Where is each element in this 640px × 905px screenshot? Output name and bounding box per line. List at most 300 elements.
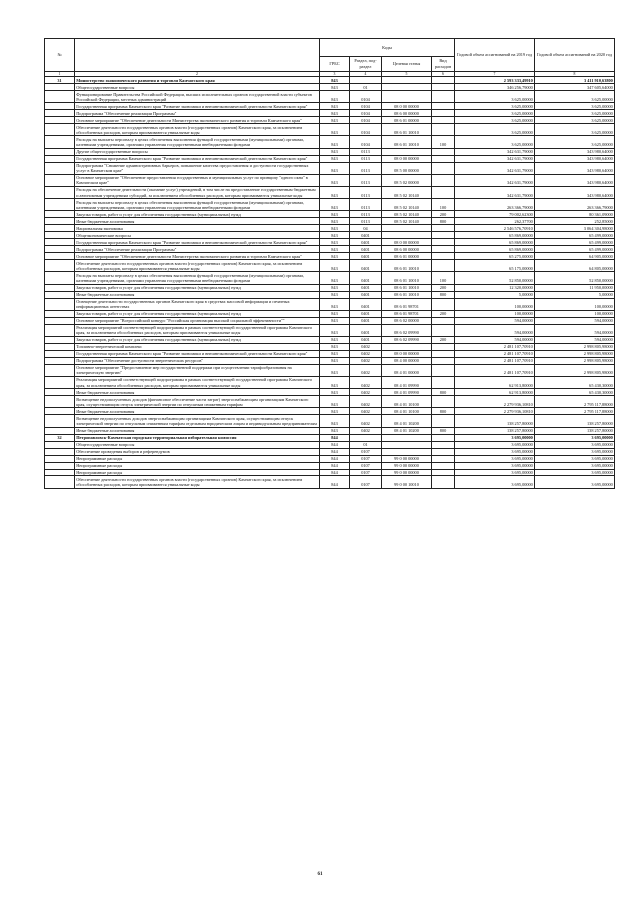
page-number: 61 xyxy=(317,872,323,877)
amount-2020-cell: 2 998 805,98000 xyxy=(535,357,615,364)
row-number-cell xyxy=(45,225,75,232)
section-cell: 01 xyxy=(350,441,382,448)
amount-2020-cell: 3 695,00000 xyxy=(535,441,615,448)
section-cell: 0401 xyxy=(350,310,382,317)
expense-type-cell xyxy=(432,103,455,110)
expense-type-cell: 200 xyxy=(432,284,455,291)
section-cell xyxy=(350,77,382,84)
table-row xyxy=(45,462,615,469)
expense-type-cell xyxy=(432,455,455,462)
section-cell: 0104 xyxy=(350,91,382,103)
target-article-cell: 08 5 02 10140 xyxy=(382,218,432,225)
header-section: Раздел, под-раздел xyxy=(350,56,382,71)
row-number-cell xyxy=(45,310,75,317)
expense-type-cell: 200 xyxy=(432,211,455,218)
amount-2020-cell: 3 695,00000 xyxy=(535,455,615,462)
grbs-cell: 843 xyxy=(320,317,350,324)
table-row xyxy=(45,284,615,291)
amount-2019-cell: 2 481 107,70910 xyxy=(455,364,535,376)
expense-type-cell xyxy=(432,239,455,246)
amount-2019-cell: 3 625,00000 xyxy=(455,103,535,110)
row-name-cell: Реализация мероприятий соответствующей подпрограммы в рамках соответствующей государственной программы Камчатского края, за исключением обособленных расходов, которым присваиваются уникальные коды xyxy=(75,324,320,336)
amount-2020-cell: 3 625,00000 xyxy=(535,103,615,110)
section-cell: 0402 xyxy=(350,389,382,396)
target-article-cell: 08 5 00 00000 xyxy=(382,162,432,174)
amount-2019-cell: 2 481 107,70910 xyxy=(455,350,535,357)
target-article-cell: 08 5 02 10140 xyxy=(382,186,432,198)
grbs-cell: 844 xyxy=(320,441,350,448)
row-name-cell: Закупка товаров, работ и услуг для обеспечения государственных (муниципальных) нужд xyxy=(75,284,320,291)
section-cell: 0401 xyxy=(350,239,382,246)
row-number-cell xyxy=(45,462,75,469)
expense-type-cell xyxy=(432,77,455,84)
section-cell: 0402 xyxy=(350,364,382,376)
section-cell: 0113 xyxy=(350,186,382,198)
table-row xyxy=(45,110,615,117)
target-article-cell: 08 0 00 00000 xyxy=(382,239,432,246)
row-number-cell xyxy=(45,408,75,415)
amount-2019-cell: 2 279 936,10810 xyxy=(455,396,535,408)
grbs-cell: 843 xyxy=(320,408,350,415)
row-number-cell xyxy=(45,350,75,357)
table-row xyxy=(45,148,615,155)
amount-2019-cell: 65 275,00000 xyxy=(455,253,535,260)
row-name-cell: Петропавловск-Камчатская городская территориальная избирательная комиссия xyxy=(75,434,320,441)
table-row xyxy=(45,225,615,232)
section-cell: 0401 xyxy=(350,291,382,298)
target-article-cell: 08 6 01 10010 xyxy=(382,291,432,298)
section-cell: 0113 xyxy=(350,148,382,155)
target-article-cell: 08 6 00 00000 xyxy=(382,110,432,117)
amount-2019-cell: 3 695,00000 xyxy=(455,441,535,448)
amount-2020-cell: 3 625,00000 xyxy=(535,91,615,103)
expense-type-cell xyxy=(432,91,455,103)
row-number-cell xyxy=(45,91,75,103)
grbs-cell: 843 xyxy=(320,117,350,124)
target-article-cell: 99 0 00 00000 xyxy=(382,455,432,462)
amount-2020-cell: 65 499,00000 xyxy=(535,232,615,239)
table-row xyxy=(45,272,615,284)
expense-type-cell xyxy=(432,469,455,476)
header-vr: Вид расходов xyxy=(432,56,455,71)
grbs-cell: 843 xyxy=(320,136,350,148)
expense-type-cell: 800 xyxy=(432,389,455,396)
target-article-cell: 08 4 01 10200 xyxy=(382,427,432,434)
row-name-cell: Основное мероприятие "Предоставление мер государственной поддержки при осуществлении тарифообразования на электрическую энергию" xyxy=(75,364,320,376)
table-row xyxy=(45,174,615,186)
grbs-cell: 844 xyxy=(320,476,350,488)
target-article-cell: 08 6 01 10010 xyxy=(382,124,432,136)
target-article-cell: 08 5 02 10140 xyxy=(382,211,432,218)
expense-type-cell xyxy=(432,110,455,117)
amount-2020-cell: 594,00000 xyxy=(535,336,615,343)
amount-2019-cell: 65 175,00000 xyxy=(455,260,535,272)
table-row xyxy=(45,124,615,136)
grbs-cell: 843 xyxy=(320,396,350,408)
expense-type-cell: 100 xyxy=(432,272,455,284)
amount-2020-cell: 594,00000 xyxy=(535,324,615,336)
expense-type-cell xyxy=(432,162,455,174)
table-row xyxy=(45,91,615,103)
row-number-cell xyxy=(45,155,75,162)
table-row xyxy=(45,218,615,225)
table-row xyxy=(45,455,615,462)
target-article-cell: 08 4 01 10200 xyxy=(382,415,432,427)
expense-type-cell xyxy=(432,434,455,441)
target-article-cell xyxy=(382,225,432,232)
amount-2019-cell: 65 869,00000 xyxy=(455,232,535,239)
amount-2020-cell: 252,85000 xyxy=(535,218,615,225)
grbs-cell: 843 xyxy=(320,260,350,272)
table-row xyxy=(45,476,615,488)
table-row xyxy=(45,291,615,298)
amount-2019-cell: 100,00000 xyxy=(455,310,535,317)
amount-2020-cell: 3 695,00000 xyxy=(535,469,615,476)
section-cell: 0104 xyxy=(350,136,382,148)
target-article-cell: 08 4 01 09990 xyxy=(382,377,432,389)
expense-type-cell xyxy=(432,186,455,198)
row-number-cell xyxy=(45,218,75,225)
table-row xyxy=(45,162,615,174)
target-article-cell: 08 6 01 10010 xyxy=(382,284,432,291)
target-article-cell: 08 4 01 00000 xyxy=(382,364,432,376)
expense-type-cell xyxy=(432,124,455,136)
row-name-cell: Государственная программа Камчатского края "Развитие экономики и внешнеэкономической деятельности Камчатского края" xyxy=(75,239,320,246)
header-codes: Коды xyxy=(320,39,455,57)
table-row xyxy=(45,232,615,239)
row-name-cell: Расходы на обеспечение деятельности (оказание услуг) учреждений, в том числе на предоставление государственным бюджетным и автономным учреждениям субсидий, за исключением обособленных расходов, которым присваиваются уникальные коды xyxy=(75,186,320,198)
row-number-cell xyxy=(45,469,75,476)
grbs-cell: 843 xyxy=(320,350,350,357)
expense-type-cell xyxy=(432,225,455,232)
grbs-cell: 844 xyxy=(320,455,350,462)
target-article-cell: 08 6 01 10010 xyxy=(382,260,432,272)
grbs-cell: 843 xyxy=(320,103,350,110)
table-row xyxy=(45,427,615,434)
row-name-cell: Государственная программа Камчатского края "Развитие экономики и внешнеэкономической деятельности Камчатского края" xyxy=(75,103,320,110)
amount-2020-cell: 343 980,64000 xyxy=(535,186,615,198)
grbs-cell: 843 xyxy=(320,253,350,260)
section-cell: 0402 xyxy=(350,350,382,357)
expense-type-cell xyxy=(432,324,455,336)
row-number-cell xyxy=(45,317,75,324)
budget-table xyxy=(44,38,615,489)
grbs-cell: 843 xyxy=(320,298,350,310)
row-number-cell: 32 xyxy=(45,434,75,441)
column-number: 3 xyxy=(320,71,350,77)
row-number-cell xyxy=(45,260,75,272)
grbs-cell: 843 xyxy=(320,343,350,350)
expense-type-cell xyxy=(432,298,455,310)
expense-type-cell: 100 xyxy=(432,136,455,148)
section-cell: 0113 xyxy=(350,155,382,162)
section-cell: 0402 xyxy=(350,408,382,415)
column-number: 7 xyxy=(455,71,535,77)
amount-2020-cell: 65 430,30000 xyxy=(535,377,615,389)
amount-2020-cell: 343 980,64000 xyxy=(535,155,615,162)
target-article-cell: 08 6 02 00000 xyxy=(382,317,432,324)
row-number-cell xyxy=(45,415,75,427)
row-number-cell xyxy=(45,174,75,186)
section-cell: 0107 xyxy=(350,476,382,488)
section-cell: 0113 xyxy=(350,174,382,186)
expense-type-cell xyxy=(432,377,455,389)
grbs-cell: 843 xyxy=(320,364,350,376)
target-article-cell: 08 6 02 09990 xyxy=(382,324,432,336)
section-cell: 0401 xyxy=(350,260,382,272)
row-name-cell: Закупка товаров, работ и услуг для обеспечения государственных (муниципальных) нужд xyxy=(75,310,320,317)
table-row xyxy=(45,310,615,317)
row-name-cell: Министерство экономического развития и торговли Камчатского края xyxy=(75,77,320,84)
section-cell: 0401 xyxy=(350,272,382,284)
target-article-cell: 08 4 01 10100 xyxy=(382,408,432,415)
amount-2019-cell: 65 869,00000 xyxy=(455,239,535,246)
target-article-cell: 08 6 02 09990 xyxy=(382,336,432,343)
amount-2019-cell: 342 631,79000 xyxy=(455,186,535,198)
section-cell: 04 xyxy=(350,225,382,232)
amount-2020-cell: 3 625,00000 xyxy=(535,136,615,148)
expense-type-cell: 200 xyxy=(432,310,455,317)
row-number-cell xyxy=(45,291,75,298)
row-name-cell: Иные бюджетные ассигнования xyxy=(75,408,320,415)
amount-2019-cell: 3 625,00000 xyxy=(455,110,535,117)
amount-2019-cell: 2 593 333,49910 xyxy=(455,77,535,84)
row-name-cell: Подпрограмма "Снижение административных барьеров, повышение качества предоставления и доступности государственных услуг в Камчатском крае" xyxy=(75,162,320,174)
amount-2020-cell: 2 998 805,98000 xyxy=(535,343,615,350)
target-article-cell: 99 0 00 10010 xyxy=(382,476,432,488)
amount-2019-cell: 594,00000 xyxy=(455,317,535,324)
amount-2020-cell: 3 695,00000 xyxy=(535,434,615,441)
section-cell: 0107 xyxy=(350,462,382,469)
amount-2019-cell: 594,00000 xyxy=(455,324,535,336)
amount-2019-cell: 2 481 107,70910 xyxy=(455,343,535,350)
header-target: Целевая статья xyxy=(382,56,432,71)
table-row xyxy=(45,199,615,211)
target-article-cell: 08 0 00 00000 xyxy=(382,350,432,357)
column-number: 5 xyxy=(382,71,432,77)
section-cell: 0401 xyxy=(350,253,382,260)
amount-2019-cell: 2 279 936,10810 xyxy=(455,408,535,415)
amount-2020-cell: 347 605,64000 xyxy=(535,84,615,91)
table-row xyxy=(45,239,615,246)
table-row xyxy=(45,408,615,415)
row-number-cell xyxy=(45,239,75,246)
amount-2019-cell: 3 695,00000 xyxy=(455,448,535,455)
amount-2020-cell: 5,00000 xyxy=(535,291,615,298)
table-row xyxy=(45,317,615,324)
grbs-cell: 843 xyxy=(320,124,350,136)
table-row xyxy=(45,246,615,253)
grbs-cell: 843 xyxy=(320,77,350,84)
expense-type-cell: 800 xyxy=(432,291,455,298)
amount-2020-cell: 3 625,00000 xyxy=(535,110,615,117)
row-name-cell: Основное мероприятие "Всероссийский конкурс "Российская организация высокой социальной эффективности"" xyxy=(75,317,320,324)
target-article-cell xyxy=(382,434,432,441)
amount-2020-cell: 343 980,64000 xyxy=(535,148,615,155)
row-number-cell xyxy=(45,199,75,211)
amount-2020-cell: 2 998 805,98000 xyxy=(535,350,615,357)
grbs-cell: 843 xyxy=(320,357,350,364)
header-grbs: ГРБС xyxy=(320,56,350,71)
row-name-cell: Подпрограмма "Обеспечение реализации Программы" xyxy=(75,246,320,253)
row-name-cell: Общеэкономические вопросы xyxy=(75,232,320,239)
expense-type-cell xyxy=(432,84,455,91)
row-number-cell xyxy=(45,377,75,389)
amount-2020-cell: 2 795 117,88000 xyxy=(535,408,615,415)
amount-2020-cell: 64 905,00000 xyxy=(535,253,615,260)
grbs-cell: 843 xyxy=(320,291,350,298)
row-number-cell xyxy=(45,211,75,218)
section-cell: 0113 xyxy=(350,199,382,211)
amount-2019-cell: 3 625,00000 xyxy=(455,124,535,136)
section-cell: 0401 xyxy=(350,298,382,310)
amount-2019-cell: 52 850,00000 xyxy=(455,272,535,284)
table-row xyxy=(45,415,615,427)
expense-type-cell xyxy=(432,343,455,350)
grbs-cell: 843 xyxy=(320,336,350,343)
section-cell: 0107 xyxy=(350,455,382,462)
column-number: 8 xyxy=(535,71,615,77)
row-number-cell xyxy=(45,186,75,198)
table-row xyxy=(45,155,615,162)
section-cell xyxy=(350,434,382,441)
target-article-cell: 99 0 00 00000 xyxy=(382,462,432,469)
row-name-cell: Основное мероприятие "Обеспечение деятельности Министерства экономического развития и торговли Камчатского края" xyxy=(75,253,320,260)
amount-2019-cell: 3 695,00000 xyxy=(455,462,535,469)
grbs-cell: 843 xyxy=(320,272,350,284)
section-cell: 0402 xyxy=(350,427,382,434)
header-name xyxy=(75,39,320,72)
section-cell: 01 xyxy=(350,84,382,91)
grbs-cell: 843 xyxy=(320,415,350,427)
row-number-cell xyxy=(45,427,75,434)
amount-2020-cell: 2 998 805,98000 xyxy=(535,364,615,376)
row-name-cell: Освещение деятельности государственных органов Камчатского края в средствах массовой информации и печатных информационных агентствах xyxy=(75,298,320,310)
expense-type-cell xyxy=(432,462,455,469)
section-cell: 0113 xyxy=(350,162,382,174)
amount-2020-cell: 100,00000 xyxy=(535,298,615,310)
amount-2020-cell: 3 064 304,98000 xyxy=(535,225,615,232)
table-row xyxy=(45,343,615,350)
expense-type-cell xyxy=(432,441,455,448)
amount-2019-cell: 263 366,79000 xyxy=(455,199,535,211)
expense-type-cell: 200 xyxy=(432,336,455,343)
amount-2019-cell: 342 631,79000 xyxy=(455,148,535,155)
amount-2019-cell: 3 625,00000 xyxy=(455,91,535,103)
expense-type-cell xyxy=(432,246,455,253)
amount-2019-cell: 100,00000 xyxy=(455,298,535,310)
row-name-cell: Обеспечение деятельности государственных органов власти (государственных органов) Камчатского края, за исключением обособленных расходов, которым присваиваются уникальные коды xyxy=(75,260,320,272)
row-number-cell xyxy=(45,389,75,396)
expense-type-cell xyxy=(432,253,455,260)
expense-type-cell: 800 xyxy=(432,427,455,434)
row-name-cell: Основное мероприятие "Обеспечение предоставления государственных и муниципальных услуг по принципу "одного окна" в Камчатском крае" xyxy=(75,174,320,186)
row-name-cell: Иные бюджетные ассигнования xyxy=(75,291,320,298)
amount-2020-cell: 3 625,00000 xyxy=(535,117,615,124)
row-number-cell xyxy=(45,84,75,91)
target-article-cell: 08 4 00 00000 xyxy=(382,357,432,364)
table-row xyxy=(45,350,615,357)
grbs-cell: 843 xyxy=(320,232,350,239)
row-number-cell xyxy=(45,364,75,376)
expense-type-cell xyxy=(432,174,455,186)
section-cell: 0107 xyxy=(350,448,382,455)
amount-2020-cell: 138 257,80000 xyxy=(535,415,615,427)
amount-2019-cell: 3 625,00000 xyxy=(455,117,535,124)
amount-2019-cell: 3 695,00000 xyxy=(455,434,535,441)
expense-type-cell xyxy=(432,260,455,272)
amount-2020-cell: 343 980,64000 xyxy=(535,174,615,186)
target-article-cell: 08 6 01 00000 xyxy=(382,117,432,124)
section-cell: 0401 xyxy=(350,324,382,336)
section-cell: 0402 xyxy=(350,415,382,427)
row-name-cell: Общегосударственные вопросы xyxy=(75,84,320,91)
section-cell: 0401 xyxy=(350,317,382,324)
grbs-cell: 843 xyxy=(320,110,350,117)
row-name-cell: Подпрограмма "Обеспечение доступности энергетических ресурсов" xyxy=(75,357,320,364)
target-article-cell: 08 6 01 98701 xyxy=(382,310,432,317)
target-article-cell: 08 5 02 10140 xyxy=(382,199,432,211)
amount-2020-cell: 100,00000 xyxy=(535,310,615,317)
grbs-cell: 844 xyxy=(320,434,350,441)
column-number: 6 xyxy=(432,71,455,77)
amount-2019-cell: 5,00000 xyxy=(455,291,535,298)
row-number-cell xyxy=(45,148,75,155)
row-number-cell xyxy=(45,253,75,260)
target-article-cell: 08 5 02 00000 xyxy=(382,174,432,186)
amount-2020-cell: 343 980,64000 xyxy=(535,162,615,174)
table-row xyxy=(45,136,615,148)
amount-2020-cell: 3 695,00000 xyxy=(535,448,615,455)
section-cell: 0402 xyxy=(350,357,382,364)
row-number-cell xyxy=(45,124,75,136)
row-number-cell xyxy=(45,448,75,455)
row-number-cell xyxy=(45,110,75,117)
grbs-cell: 843 xyxy=(320,377,350,389)
section-cell: 0402 xyxy=(350,343,382,350)
row-number-cell xyxy=(45,103,75,110)
target-article-cell: 08 0 00 00000 xyxy=(382,155,432,162)
grbs-cell: 843 xyxy=(320,186,350,198)
table-row xyxy=(45,253,615,260)
table-row xyxy=(45,324,615,336)
target-article-cell: 08 6 01 10010 xyxy=(382,272,432,284)
table-row xyxy=(45,434,615,441)
section-cell: 0402 xyxy=(350,377,382,389)
amount-2020-cell: 80 361,09000 xyxy=(535,211,615,218)
target-article-cell xyxy=(382,77,432,84)
grbs-cell: 843 xyxy=(320,324,350,336)
section-cell: 0104 xyxy=(350,117,382,124)
amount-2019-cell: 594,00000 xyxy=(455,336,535,343)
amount-2019-cell: 62 913,80000 xyxy=(455,377,535,389)
row-name-cell: Обеспечение деятельности государственных органов власти (государственных органов) Камчатского края, за исключением обособленных расходов, которым присваиваются уникальные коды xyxy=(75,124,320,136)
grbs-cell: 843 xyxy=(320,218,350,225)
row-name-cell: Возмещение недополученных доходов энергоснабжающим организациям Камчатского края, осуществляющим отпуск электрической энергии по отпускным сниженным тарифам отдельным юридическим лицам и индивидуальным предпринимателям xyxy=(75,415,320,427)
target-article-cell xyxy=(382,441,432,448)
row-name-cell: Иные бюджетные ассигнования xyxy=(75,389,320,396)
row-name-cell: Иные бюджетные ассигнования xyxy=(75,427,320,434)
row-name-cell: Непрограммные расходы xyxy=(75,462,320,469)
grbs-cell: 843 xyxy=(320,246,350,253)
section-cell: 0401 xyxy=(350,284,382,291)
amount-2019-cell: 2 546 576,70910 xyxy=(455,225,535,232)
row-number-cell xyxy=(45,232,75,239)
amount-2019-cell: 138 257,80000 xyxy=(455,427,535,434)
section-cell: 0113 xyxy=(350,218,382,225)
row-number-cell xyxy=(45,476,75,488)
amount-2020-cell: 594,00000 xyxy=(535,317,615,324)
